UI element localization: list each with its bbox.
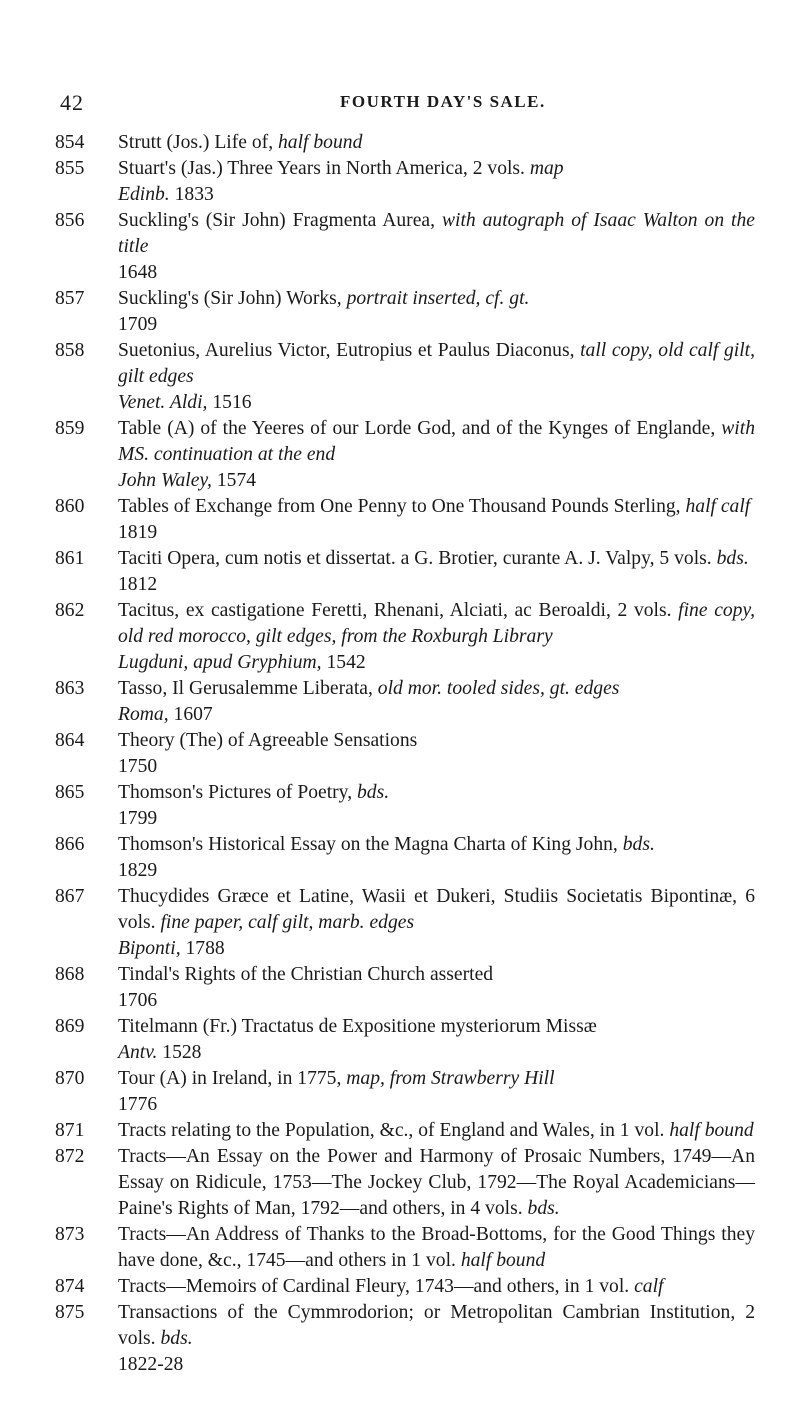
lot-number: 865	[55, 782, 85, 803]
entry-imprint-line	[118, 702, 755, 728]
catalogue-entry	[55, 728, 755, 780]
lot-number: 873	[55, 1224, 85, 1245]
entry-imprint-line	[118, 1352, 755, 1378]
running-head: FOURTH DAY'S SALE.	[340, 92, 546, 111]
entry-date: 1829	[118, 860, 158, 881]
entry-title: Tasso, Il Gerusalemme Liberata,	[118, 678, 378, 699]
entry-title: Tindal's Rights of the Christian Church asserted	[118, 964, 494, 985]
catalogue-list	[55, 130, 755, 1378]
entry-imprint-line	[118, 1040, 755, 1066]
entry-title: Tracts—An Address of Thanks to the Broad-Bottoms, for the Good Things they have done, &c., 1745—and others in 1 vol.	[118, 1224, 755, 1271]
entry-imprint-line	[118, 260, 755, 286]
catalogue-entry	[55, 208, 755, 286]
catalogue-entry	[55, 416, 755, 494]
entry-date: 1788	[185, 938, 225, 959]
entry-title: Table (A) of the Yeeres of our Lorde God, and of the Kynges of Englande,	[118, 418, 722, 439]
entry-imprint: Roma,	[118, 704, 169, 725]
entry-binding-note: bds.	[160, 1328, 193, 1349]
entry-title: Thucydides Græce et Latine, Wasii et Dukeri, Studiis Societatis Bipontinæ, 6 vols.	[118, 886, 755, 933]
lot-number: 868	[55, 964, 85, 985]
entry-imprint-line	[118, 1092, 755, 1118]
lot-number: 871	[55, 1120, 85, 1141]
entry-title: Theory (The) of Agreeable Sensations	[118, 730, 418, 751]
entry-date: 1706	[118, 990, 158, 1011]
lot-number: 866	[55, 834, 85, 855]
entry-binding-note: half bound	[278, 132, 363, 153]
catalogue-entry	[55, 962, 755, 1014]
entry-title: Taciti Opera, cum notis et dissertat. a G. Brotier, curante A. J. Valpy, 5 vols.	[118, 548, 717, 569]
entry-title: Tracts relating to the Population, &c., of England and Wales, in 1 vol.	[118, 1120, 670, 1141]
entry-title: Tour (A) in Ireland, in 1775,	[118, 1068, 347, 1089]
entry-binding-note: half bound	[460, 1250, 546, 1271]
entry-imprint-line	[118, 182, 755, 208]
entry-date: 1822-28	[118, 1354, 184, 1375]
entry-binding-note: fine paper, calf gilt, marb. edges	[160, 912, 415, 933]
entry-binding-note: bds.	[527, 1198, 560, 1219]
lot-number: 858	[55, 340, 85, 361]
catalogue-entry	[55, 1144, 755, 1222]
entry-date: 1799	[118, 808, 158, 829]
lot-number: 872	[55, 1146, 85, 1167]
entry-title: Tracts—Memoirs of Cardinal Fleury, 1743—and others, in 1 vol.	[118, 1276, 635, 1297]
catalogue-entry	[55, 1274, 755, 1300]
entry-binding-note: half bound	[669, 1120, 754, 1141]
entry-title: Stuart's (Jas.) Three Years in North America, 2 vols.	[118, 158, 530, 179]
entry-binding-note: bds.	[357, 782, 390, 803]
entry-date: 1750	[118, 756, 158, 777]
catalogue-entry	[55, 338, 755, 416]
lot-number: 856	[55, 210, 85, 231]
entry-imprint-line	[118, 572, 755, 598]
lot-number: 864	[55, 730, 85, 751]
entry-date: 1776	[118, 1094, 158, 1115]
entry-date: 1574	[216, 470, 257, 491]
entry-title: Thomson's Pictures of Poetry,	[118, 782, 357, 803]
entry-binding-note: portrait inserted, cf. gt.	[346, 288, 530, 309]
lot-number: 863	[55, 678, 85, 699]
entry-title: Suckling's (Sir John) Works,	[118, 288, 347, 309]
entry-title: Tacitus, ex castigatione Feretti, Rhenani, Alciati, ac Beroaldi, 2 vols.	[118, 600, 679, 621]
entry-binding-note: calf	[634, 1276, 664, 1297]
catalogue-entry	[55, 598, 755, 676]
entry-binding-note: bds.	[622, 834, 655, 855]
page-header	[0, 90, 800, 120]
catalogue-entry	[55, 494, 755, 546]
entry-binding-note: with MS. continuation at the end	[118, 418, 755, 465]
catalogue-entry	[55, 546, 755, 598]
entry-date: 1812	[118, 574, 158, 595]
entry-title: Suetonius, Aurelius Victor, Eutropius et Paulus Diaconus,	[118, 340, 581, 361]
entry-date: 1528	[162, 1042, 202, 1063]
entry-title: Suckling's (Sir John) Fragmenta Aurea,	[118, 210, 442, 231]
lot-number: 860	[55, 496, 85, 517]
lot-number: 874	[55, 1276, 85, 1297]
entry-imprint-line	[118, 520, 755, 546]
entry-date: 1542	[326, 652, 366, 673]
entry-title: Tracts—An Essay on the Power and Harmony of Prosaic Numbers, 1749—An Essay on Ridicule, 1753—The Jockey Club, 1792—The Royal Academicians—Paine's Rights of Man, 1792—and others, in 4 vols.	[118, 1146, 755, 1219]
entry-imprint-line	[118, 312, 755, 338]
entry-title: Titelmann (Fr.) Tractatus de Expositione mysteriorum Missæ	[118, 1016, 597, 1037]
lot-number: 862	[55, 600, 85, 621]
entry-imprint-line	[118, 390, 755, 416]
entry-binding-note: with autograph of Isaac Walton on the title	[118, 210, 755, 257]
lot-number: 859	[55, 418, 85, 439]
catalogue-entry	[55, 1066, 755, 1118]
catalogue-entry	[55, 286, 755, 338]
page-number: 42	[60, 90, 84, 115]
entry-imprint-line	[118, 988, 755, 1014]
catalogue-entry	[55, 780, 755, 832]
entry-imprint: Venet. Aldi,	[118, 392, 208, 413]
lot-number: 867	[55, 886, 85, 907]
entry-title: Strutt (Jos.) Life of,	[118, 132, 278, 153]
entry-imprint-line	[118, 468, 755, 494]
entry-binding-note: map	[529, 158, 564, 179]
entry-imprint: Antv.	[118, 1042, 158, 1063]
catalogue-entry	[55, 130, 755, 156]
entry-binding-note: bds.	[716, 548, 749, 569]
entry-imprint-line	[118, 858, 755, 884]
lot-number: 870	[55, 1068, 85, 1089]
catalogue-entry	[55, 156, 755, 208]
entry-imprint: Lugduni, apud Gryphium,	[118, 652, 322, 673]
entry-date: 1819	[118, 522, 158, 543]
lot-number: 869	[55, 1016, 85, 1037]
entry-binding-note: tall copy, old calf gilt, gilt edges	[118, 340, 755, 387]
entry-binding-note: old mor. tooled sides, gt. edges	[377, 678, 620, 699]
entry-imprint: John Waley,	[118, 470, 212, 491]
entry-imprint-line	[118, 806, 755, 832]
entry-binding-note: map, from Strawberry Hill	[346, 1068, 555, 1089]
catalogue-entry	[55, 676, 755, 728]
catalogue-entry	[55, 884, 755, 962]
entry-date: 1516	[212, 392, 252, 413]
lot-number: 875	[55, 1302, 85, 1323]
entry-date: 1709	[118, 314, 158, 335]
lot-number: 857	[55, 288, 85, 309]
lot-number: 854	[55, 132, 85, 153]
catalogue-entry	[55, 1014, 755, 1066]
entry-imprint: Edinb.	[118, 184, 170, 205]
catalogue-entry	[55, 1222, 755, 1274]
catalogue-entry	[55, 1118, 755, 1144]
lot-number: 861	[55, 548, 85, 569]
entry-binding-note: half calf	[685, 496, 751, 517]
entry-title: Transactions of the Cymmrodorion; or Metropolitan Cambrian Institution, 2 vols.	[118, 1302, 755, 1349]
entry-title: Tables of Exchange from One Penny to One Thousand Pounds Sterling,	[118, 496, 686, 517]
entry-imprint: Biponti,	[118, 938, 181, 959]
lot-number: 855	[55, 158, 85, 179]
entry-date: 1648	[118, 262, 158, 283]
entry-title: Thomson's Historical Essay on the Magna Charta of King John,	[118, 834, 623, 855]
catalogue-entry	[55, 1300, 755, 1378]
entry-date: 1833	[174, 184, 214, 205]
catalogue-entry	[55, 832, 755, 884]
entry-binding-note: fine copy, old red morocco, gilt edges, from the Roxburgh Library	[118, 600, 755, 647]
entry-date: 1607	[173, 704, 213, 725]
entry-imprint-line	[118, 936, 755, 962]
entry-imprint-line	[118, 650, 755, 676]
entry-imprint-line	[118, 754, 755, 780]
